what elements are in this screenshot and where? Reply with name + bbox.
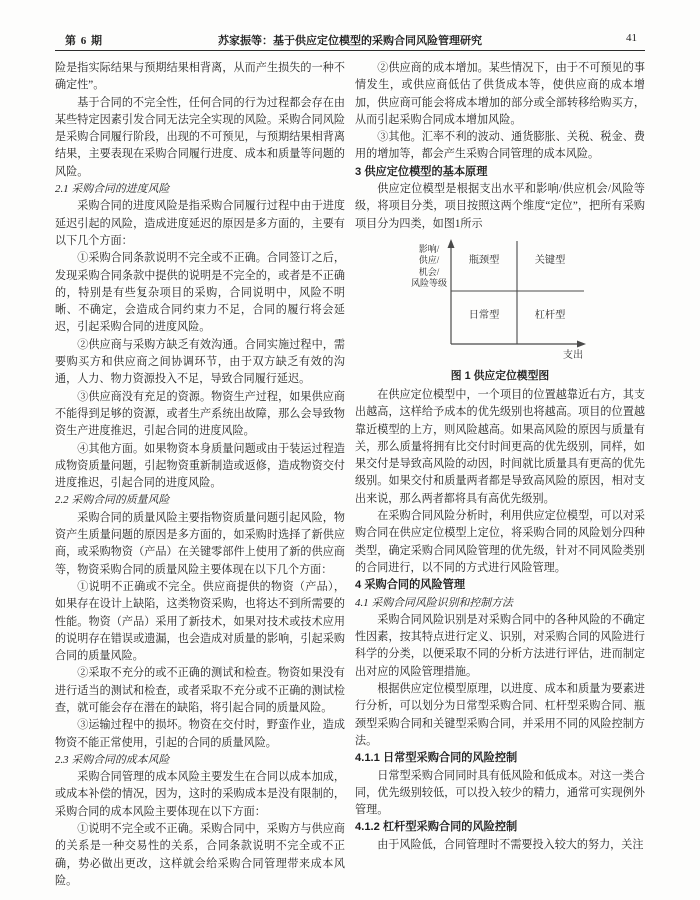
paragraph: 由于风险低，合同管理时不需要投入较大的努力，关注	[377, 838, 644, 851]
y-axis-label-line: 影响/	[418, 243, 440, 254]
paragraph: ②供应商的成本增加。某些情况下，由于不可预见的事情发生，或供应商低估了供货成本等，使供应商的成本增加，供应商可能会将成本增加的部分或全部转移给购买方，从而引起采购合同成本增加风险。	[355, 62, 645, 126]
paragraph: ②采取不充分的或不正确的测试和检查。物资如果没有进行适当的测试和检查，或者采取不充分或不正确的测试检查，就可能会存在潜在的缺陷，将引起合同的质量风险。	[55, 667, 345, 714]
paragraph: ①采购合同条款说明不完全或不正确。合同签订之后，发现采购合同条款中提供的说明是不完全的，或者是不正确的，特别是有些复杂项目的采购，合同说明中，风险不明晰、不确定，会造成合同约束力不足，合同的履行将会延迟，引起采购合同的进度风险。	[55, 252, 345, 334]
page-number: 41	[626, 32, 637, 44]
x-axis-label: 支出	[562, 349, 584, 361]
paragraph: ③供应商没有充足的资源。物资生产过程，如果供应商不能得到足够的资源，或者生产系统出故障，那么会导致物资生产进度推迟，引起合同的进度风险。	[55, 390, 345, 438]
left-column	[55, 60, 345, 890]
page-header	[55, 30, 645, 51]
y-axis-label-line: 供应/	[418, 255, 440, 266]
quadrant-label-bottleneck: 瓶颈型	[468, 254, 500, 266]
paragraph: 采购合同的质量风险主要指物资质量问题引起风险，物资产生质量问题的原因是多方面的，如采购时选择了新供应商，或采购物资（产品）在关键零部件上使用了新的供应商等，物资采购合同的质量风险主要体现在以下几个方面：	[55, 511, 345, 576]
subsection-heading: 2.1 采购合同的进度风险	[55, 183, 170, 196]
paragraph: 根据供应定位模型原理，以进度、成本和质量为要素进行分析，可以划分为日常型采购合同、杠杆型采购合同、瓶颈型采购合同和关键型采购合同，并采用不同的风险控制方法。	[355, 683, 645, 747]
paragraph: ②供应商与采购方缺乏有效沟通。合同实施过程中，需要购买方和供应商之间协调环节，由于双方缺乏有效的沟通，人力、物力资源投入不足，导致合同履行延迟。	[55, 338, 345, 386]
paragraph: 供应定位模型是根据支出水平和影响/供应机会/风险等级，将项目分类，项目按照这两个维度“定位”，把所有采购项目分为四类，如图1所示	[355, 183, 645, 230]
subsection-heading: 2.2 采购合同的质量风险	[55, 494, 170, 507]
quadrant-label-routine: 日常型	[468, 309, 500, 321]
quadrant-label-critical: 关键型	[534, 254, 566, 266]
paragraph: ③其他。汇率不利的波动、通货膨胀、关税、税金、费用的增加等，都会产生采购合同管理的成本风险。	[355, 131, 645, 161]
running-title: 苏家振等：基于供应定位模型的采购合同风险管理研究	[218, 35, 482, 47]
paragraph: 采购合同管理的成本风险主要发生在合同以成本加成，或成本补偿的情况，因为，这时的采购成本是没有限制的，采购合同的成本风险主要体现在以下方面：	[55, 771, 345, 818]
y-axis-label	[407, 244, 451, 290]
journal-issue: 第 6 期	[65, 35, 103, 47]
right-column	[355, 60, 645, 854]
paragraph: 采购合同的进度风险是指采购合同履行过程中由于进度延迟引起的风险，造成进度延迟的原因是多方面的，主要有以下几个方面：	[55, 200, 345, 247]
paragraph: 日常型采购合同同时具有低风险和低成本。对这一类合同，优先级别较低，可以投入较少的精力，通常可实现例外管理。	[355, 769, 645, 817]
section-heading: 4 采购合同的风险管理	[355, 579, 466, 592]
paragraph: 在采购合同风险分析时，利用供应定位模型，可以对采购合同在供应定位模型上定位，将采购合同的风险划分四种类型，确定采购合同风险管理的优先级，针对不同风险类别的合同进行，以不同的方式进行风险管理。	[355, 510, 645, 574]
paragraph: ④其他方面。如果物资本身质量问题或由于装运过程造成物资质量问题，引起物资重新制造或返修，造成物资交付进度推迟，引起合同的进度风险。	[55, 442, 345, 490]
y-axis-label-line: 机会/	[418, 266, 440, 277]
paragraph: 采购合同风险识别是对采购合同中的各种风险的不确定性因素，按其特点进行定义、识别，对采购合同的风险进行科学的分类，以便采取不同的分析方法进行评估，进而制定出对应的风险管理措施。	[355, 613, 645, 678]
subsection-heading: 2.3 采购合同的成本风险	[55, 753, 170, 766]
y-axis-label-line: 风险等级	[410, 278, 447, 289]
paragraph: ③运输过程中的损坏。物资在交付时，野蛮作业，造成物资不能正常使用，引起的合同的质量风险。	[55, 719, 345, 749]
paragraph: 基于合同的不完全性，任何合同的行为过程都会存在由某些特定因素引发合同无法完全实现的风险。采购合同风险是采购合同履行阶段，出现的不可预见，与预期结果相背离结果，主要表现在采购合同履行进度、成本和质量等问题的风险。	[55, 96, 345, 178]
supply-positioning-model-figure	[355, 238, 645, 366]
section-heading: 3 供应定位模型的基本原理	[355, 165, 488, 178]
paragraph: ①说明不完全或不正确。采购合同中，采购方与供应商的关系是一种交易性的关系，合同条款说明不完全或不正确，势必做出更改，这样就会给采购合同管理带来成本风险。	[55, 823, 345, 887]
subsection-heading: 4.1 采购合同风险识别和控制方法	[355, 596, 513, 609]
paragraph: 险是指实际结果与预期结果相背离，从而产生损失的一种不确定性”。	[55, 62, 345, 92]
subsubsection-heading: 4.1.1 日常型采购合同的风险控制	[355, 752, 518, 765]
paragraph: ①说明不正确或不完全。供应商提供的物资（产品），如果存在设计上缺陷，这类物资采购，也将达不到所需要的性能。物资（产品）采用了新技术，如果对技术或技术应用的说明存在错误或遗漏，也会造成对质量的影响，引起采购合同的质量风险。	[55, 580, 345, 663]
quadrant-label-leverage: 杠杆型	[534, 309, 566, 321]
figure-caption: 图 1 供应定位模型图	[450, 369, 550, 382]
paragraph: 在供应定位模型中，一个项目的位置越靠近右方，其支出越高，这样给予成本的优先级别也将越高。项目的位置越靠近模型的上方，则风险越高。如果高风险的原因与质量有关，那么质量将拥有比交付时间更高的优先级别，同样，如果交付是导致高风险的动因，时间就比质量具有更高的优先级别。如果交付和质量两者都是导致高风险的原因，相对支出来说，那么两者都将具有高优先级别。	[355, 388, 645, 505]
subsubsection-heading: 4.1.2 杠杆型采购合同的风险控制	[355, 821, 518, 834]
